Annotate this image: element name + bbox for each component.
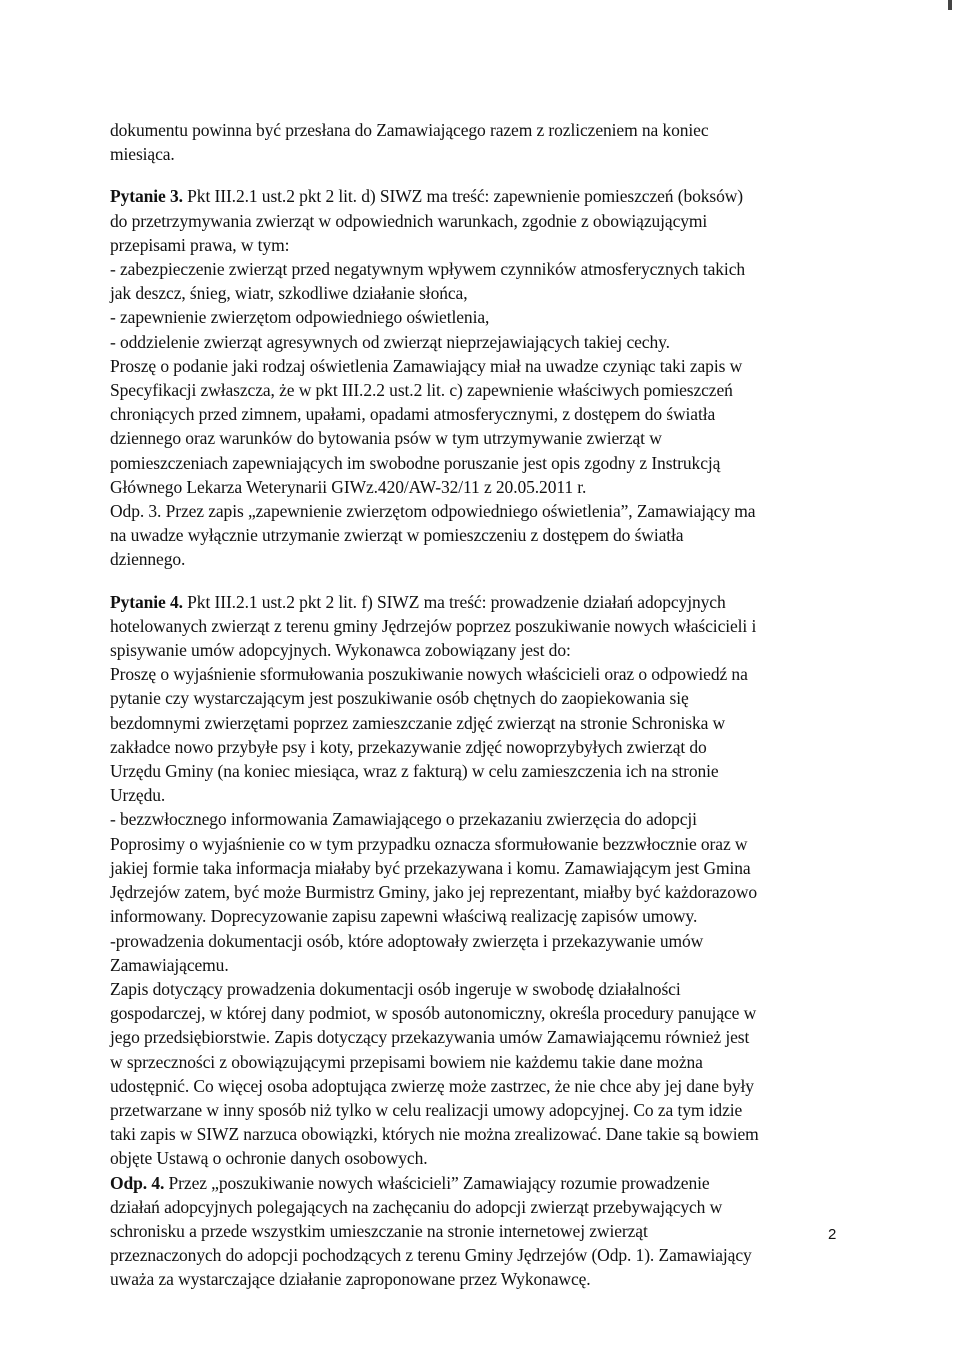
- question-3: [110, 184, 840, 571]
- page-number: 2: [828, 1226, 837, 1243]
- document-body: [110, 118, 840, 1292]
- answer-4: [110, 1171, 840, 1292]
- question-3-text: Pkt III.2.1 ust.2 pkt 2 lit. d) SIWZ ma treść: zapewnienie pomieszczeń (boksów) do przetrzymywania zwierząt w odpowiednich warunkach, zgodnie z obowiązującymi przepisami prawa, w tym: - zabezpieczenie zwierząt przed negatywnym wpływem czynników atmosferycznych takich jak deszcz, śnieg, wiatr, szkodliwe działanie słońca, - zapewnienie zwierzętom odpowiedniego oświetlenia, - oddzielenie zwierząt agresywnych od zwierząt nieprzejawiających takiej cechy. Proszę o podanie jaki rodzaj oświetlenia Zamawiający miał na uwadze czyniąc taki zapis w Specyfikacji zwłaszcza, że w pkt III.2.2 ust.2 lit. c) zapewnienie właściwych pomieszczeń chroniących przed zimnem, upałami, opadami atmosferycznymi, z dostępem do światła dziennego oraz warunków do bytowania psów w tym utrzymywanie zwierząt w pomieszczeniach zapewniających im swobodne poruszanie jest opis zgodny z Instrukcją Głównego Lekarza Weterynarii GIWz.420/AW-32/11 z 20.05.2011 r. Odp. 3. Przez zapis „zapewnienie zwierzętom odpowiedniego oświetlenia”, Zamawiający ma na uwadze wyłącznie utrzymanie zwierząt w pomieszczeniu z dostępem do światła dziennego.: [110, 186, 756, 570]
- paragraph-gap: [110, 572, 840, 590]
- question-4: [110, 590, 840, 1171]
- question-4-label: Pytanie 4.: [110, 591, 183, 612]
- answer-4-text: Przez „poszukiwanie nowych właścicieli” Zamawiający rozumie prowadzenie działań adopcyjnych polegających na zachęcaniu do adopcji zwierząt przebywających w schronisku a przede wszystkim umieszczanie na stronie internetowej zwierząt przeznaczonych do adopcji pochodzących z terenu Gminy Jędrzejów (Odp. 1). Zamawiający uważa za wystarczające działanie zaproponowane przez Wykonawcę.: [110, 1172, 752, 1290]
- answer-4-label: Odp. 4.: [110, 1172, 165, 1193]
- scan-corner-mark: [948, 0, 952, 10]
- question-3-label: Pytanie 3.: [110, 186, 183, 207]
- question-4-text: Pkt III.2.1 ust.2 pkt 2 lit. f) SIWZ ma treść: prowadzenie działań adopcyjnych hotelowanych zwierząt z terenu gminy Jędrzejów poprzez poszukiwanie nowych właścicieli i spisywanie umów adopcyjnych. Wykonawca zobowiązany jest do: Proszę o wyjaśnienie sformułowania poszukiwanie nowych właścicieli oraz o odpowiedź na pytanie czy wystarczającym jest poszukiwanie osób chętnych do zaopiekowania się bezdomnymi zwierzętami poprzez zamieszczanie zdjęć zwierząt na stronie Schroniska w zakładce nowo przybyłe psy i koty, przekazywanie zdjęć nowoprzybyłych zwierząt do Urzędu Gminy (na koniec miesiąca, wraz z fakturą) w celu zamieszczenia ich na stronie Urzędu. - bezzwłocznego informowania Zamawiającego o przekazaniu zwierzęcia do adopcji Poprosimy o wyjaśnienie co w tym przypadku oznacza sformułowanie bezzwłocznie oraz w jakiej formie taka informacja miałaby być przekazywana i komu. Zamawiającym jest Gmina Jędrzejów zatem, być może Burmistrz Gminy, jako jej reprezentant, miałby być każdorazowo informowany. Doprecyzowanie zapisu zapewni właściwą realizację zapisów umowy. -prowadzenia dokumentacji osób, które adoptowały zwierzęta i przekazywanie umów Zamawiającemu. Zapis dotyczący prowadzenia dokumentacji osób ingeruje w swobodę działalności gospodarczej, w której dany podmiot, w sposób autonomiczny, określa procedury panujące w jego przedsiębiorstwie. Zapis dotyczący przekazywania umów Zamawiającemu również jest w sprzeczności z obowiązującymi przepisami bowiem nie każdemu takie dane można udostępnić. Co więcej osoba adoptująca zwierzę może zastrzec, że nie chce aby jej dane były przetwarzane w inny sposób niż tylko w celu realizacji umowy adopcyjnej. Co za tym idzie taki zapis w SIWZ narzuca obowiązki, których nie można zrealizować. Dane takie są bowiem objęte Ustawą o ochronie danych osobowych.: [110, 591, 759, 1169]
- paragraph-gap: [110, 166, 840, 184]
- paragraph-continuation: dokumentu powinna być przesłana do Zamawiającego razem z rozliczeniem na koniec miesiąca.: [110, 120, 709, 165]
